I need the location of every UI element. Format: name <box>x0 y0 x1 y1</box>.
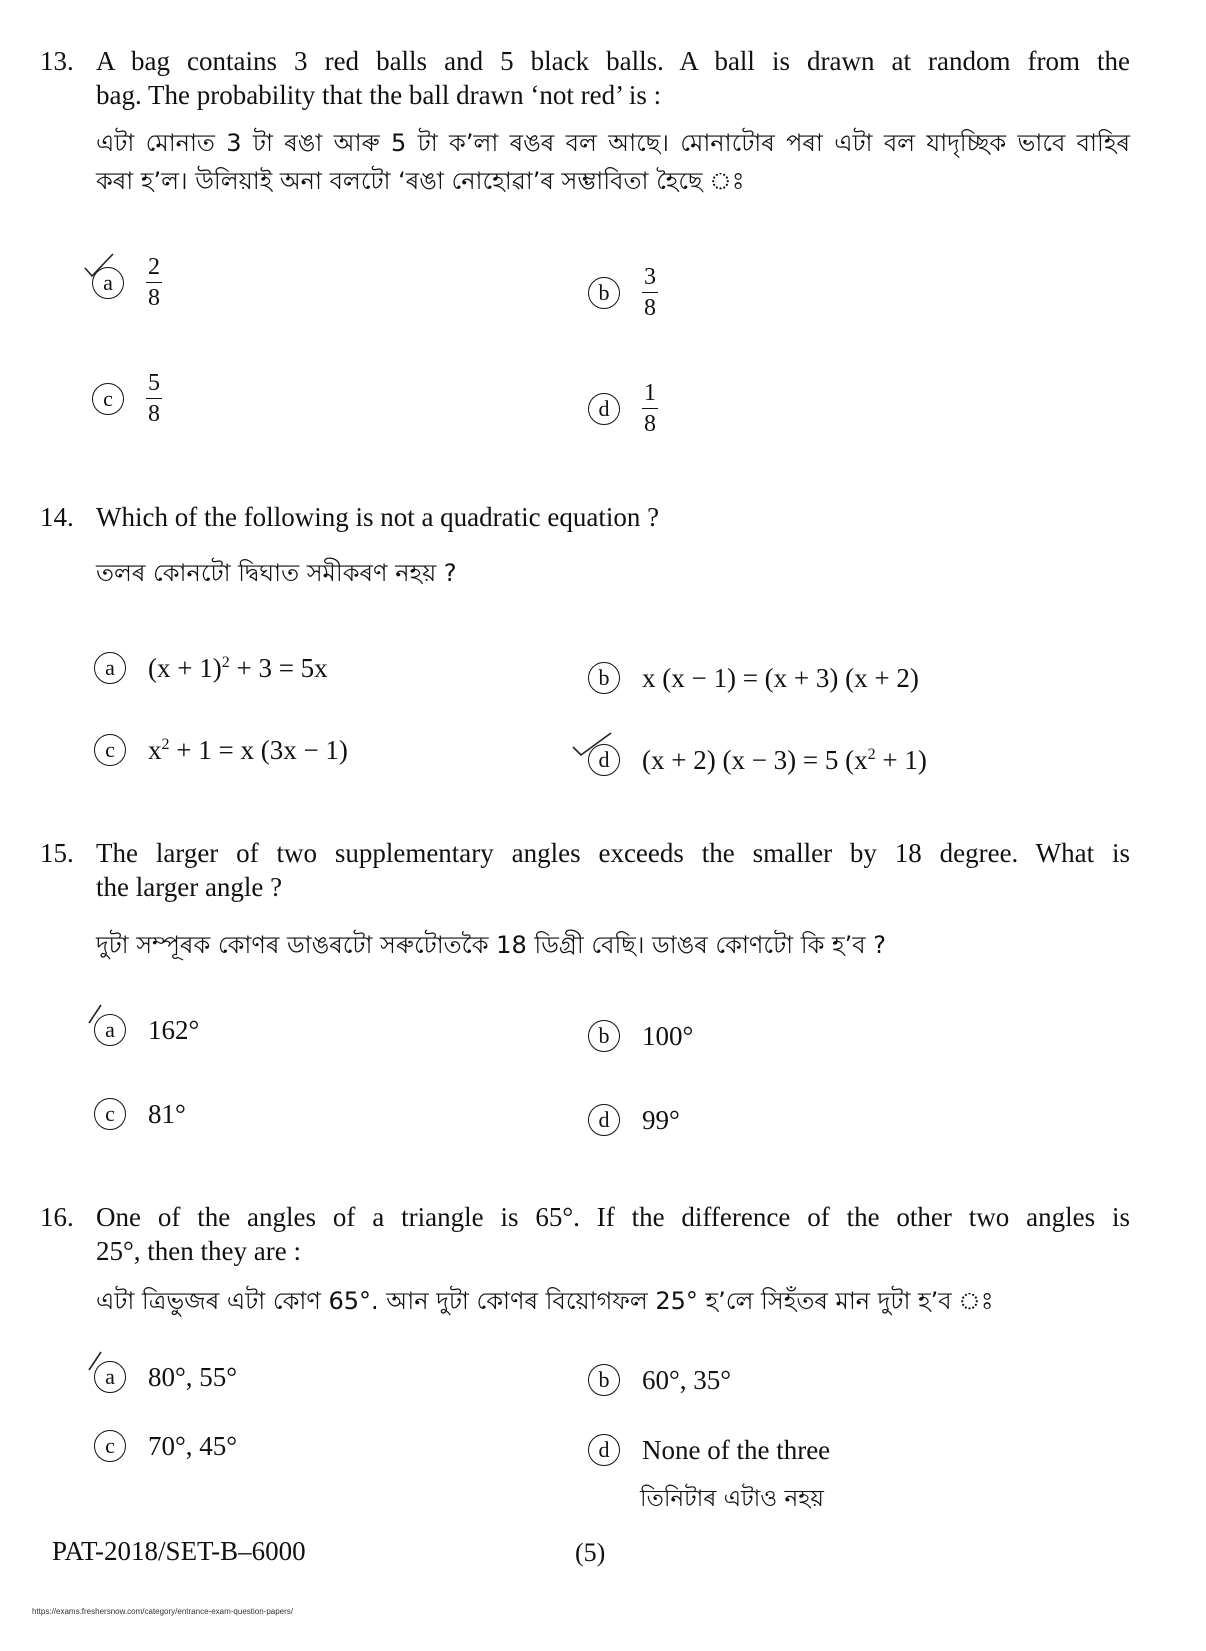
option-circle: c <box>92 383 124 415</box>
option-circle: a <box>92 267 124 299</box>
option-text: 70°, 45° <box>148 1430 238 1461</box>
tick-mark-icon <box>83 252 119 280</box>
option-16c[interactable] <box>94 1430 237 1462</box>
fraction: $\frac{2}{8}$ <box>148 254 160 311</box>
option-14c[interactable] <box>94 734 348 766</box>
option-14a[interactable] <box>94 652 328 684</box>
question-text-as: দুটা সম্পূৰক কোণৰ ডাঙৰটো সৰুটোতকৈ 18 ডিগ্ৰী বেছি। ডাঙৰ কোণটো কি হ’ব ? <box>96 931 886 959</box>
option-circle: b <box>588 662 620 694</box>
option-circle: c <box>94 1430 126 1462</box>
question-16 <box>40 1200 1130 1320</box>
option-text: x (x − 1) = (x + 3) (x + 2) <box>642 662 919 693</box>
question-number: 14. <box>40 502 74 532</box>
tick-mark-icon <box>579 729 615 757</box>
question-number: 16. <box>40 1202 74 1232</box>
option-13c[interactable] <box>92 370 162 427</box>
question-13 <box>40 44 1130 200</box>
option-circle: d <box>588 1104 620 1136</box>
question-15 <box>40 836 1130 964</box>
option-16a[interactable] <box>94 1361 237 1393</box>
question-text-en: A bag contains 3 red balls and 5 black balls. A ball is drawn at random from the <box>96 46 1130 76</box>
option-circle: b <box>588 1364 620 1396</box>
fraction: $\frac{1}{8}$ <box>644 380 656 437</box>
option-circle: d <box>588 393 620 425</box>
option-text: 81° <box>148 1098 186 1129</box>
option-circle: a <box>94 1014 126 1046</box>
question-text-en: Which of the following is not a quadratic equation ? <box>96 502 660 532</box>
question-text-as: কৰা হ’ল। উলিয়াই অনা বলটো ‘ৰঙা নোহোৱা’ৰ সম্ভাবিতা হৈছে ঃ <box>96 167 745 195</box>
option-13b[interactable] <box>588 264 658 321</box>
fraction: $\frac{3}{8}$ <box>644 264 656 321</box>
option-circle: c <box>94 1098 126 1130</box>
option-13a[interactable] <box>92 254 162 311</box>
question-text-en: 25°, then they are : <box>96 1236 301 1266</box>
option-text: None of the three <box>642 1434 831 1465</box>
question-text-as: এটা মোনাত 3 টা ৰঙা আৰু 5 টা ক’লা ৰঙৰ বল আছে। মোনাটোৰ পৰা এটা বল যাদৃচ্ছিক ভাবে বাহিৰ <box>96 129 1130 157</box>
option-circle: b <box>588 1020 620 1052</box>
question-text-en: The larger of two supplementary angles exceeds the smaller by 18 degree. What is <box>96 838 1130 868</box>
question-text-as: এটা ত্ৰিভুজৰ এটা কোণ 65°. আন দুটা কোণৰ বিয়োগফল 25° হ’লে সিহঁতৰ মান দুটা হ’ব ঃ <box>96 1287 994 1315</box>
option-text: 60°, 35° <box>642 1364 732 1395</box>
option-15c[interactable] <box>94 1098 186 1130</box>
question-number: 13. <box>40 46 74 76</box>
option-circle: d <box>588 1434 620 1466</box>
option-text: $(x + 1)^2 + 3 = 5x$ <box>148 652 328 683</box>
option-circle: b <box>588 277 620 309</box>
option-text: 80°, 55° <box>148 1361 238 1392</box>
option-text: (x + 2) (x − 3) = 5 $(x^2 + 1)$ <box>642 744 927 775</box>
option-14d[interactable] <box>588 744 927 776</box>
option-circle: d <box>588 744 620 776</box>
option-text: 99° <box>642 1104 680 1135</box>
option-text: 162° <box>148 1014 200 1045</box>
option-14b[interactable] <box>588 662 919 694</box>
question-text-en: bag. The probability that the ball drawn ‘not red’ is : <box>96 80 662 110</box>
option-13d[interactable] <box>588 380 658 437</box>
page-number: (5) <box>575 1538 606 1567</box>
question-text-en: the larger angle ? <box>96 872 283 902</box>
source-url[interactable]: https://exams.freshersnow.com/category/entrance-exam-question-papers/ <box>32 1607 294 1616</box>
fraction: $\frac{5}{8}$ <box>148 370 160 427</box>
tick-mark-icon <box>85 1346 121 1374</box>
option-15a[interactable] <box>94 1014 199 1046</box>
option-15d[interactable] <box>588 1104 680 1136</box>
option-text: $x^2 + 1 = x$ (3x − 1) <box>148 734 348 765</box>
option-text: 100° <box>642 1020 694 1051</box>
option-circle: a <box>94 652 126 684</box>
question-14 <box>40 500 1130 592</box>
option-16b[interactable] <box>588 1364 731 1396</box>
option-circle: c <box>94 734 126 766</box>
question-number: 15. <box>40 838 74 868</box>
option-circle: a <box>94 1361 126 1393</box>
option-16d-subtext: তিনিটাৰ এটাও নহয় <box>640 1486 824 1512</box>
paper-code: PAT-2018/SET-B–6000 <box>52 1536 306 1566</box>
option-15b[interactable] <box>588 1020 693 1052</box>
tick-mark-icon <box>85 999 121 1027</box>
option-16d[interactable] <box>588 1434 830 1466</box>
question-text-en: One of the angles of a triangle is 65°. If the difference of the other two angles is <box>96 1202 1130 1232</box>
question-text-as: তলৰ কোনটো দ্বিঘাত সমীকৰণ নহয় ? <box>96 559 457 587</box>
